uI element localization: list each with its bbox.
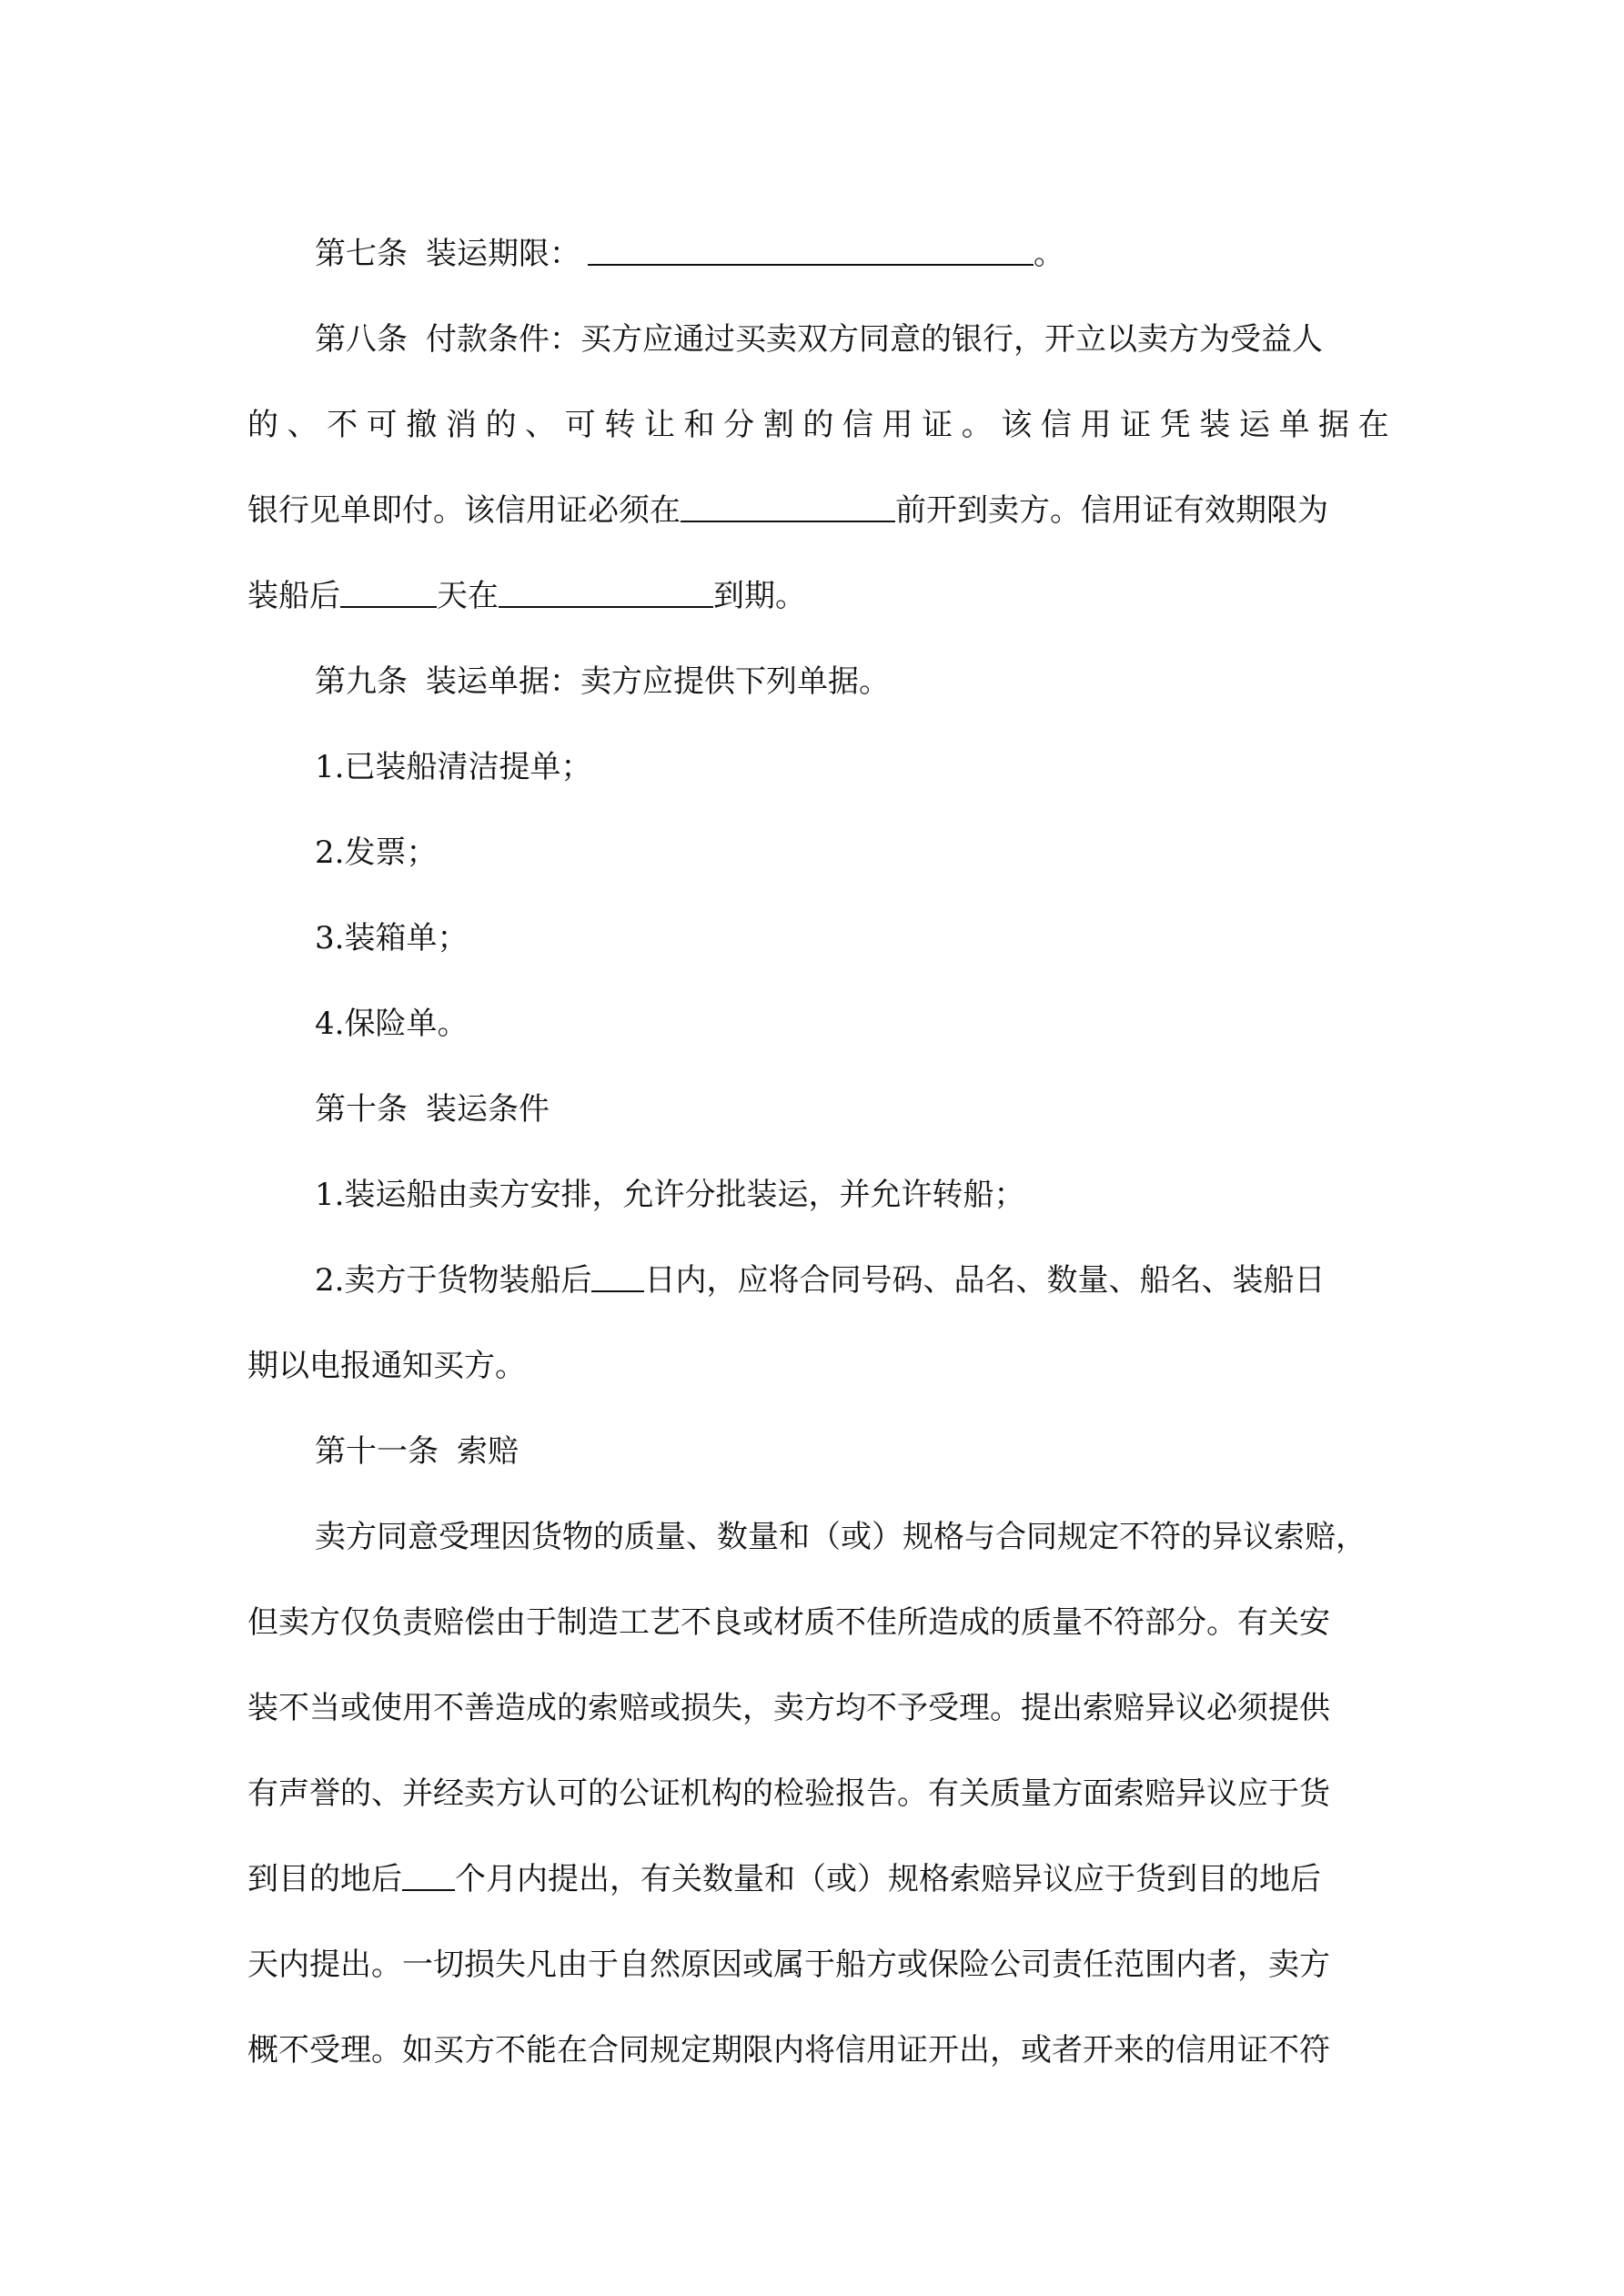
- justified-char: 。: [961, 407, 993, 443]
- justified-char: 单: [1278, 407, 1310, 443]
- document-list-item: 1.已装船清洁提单；: [315, 749, 592, 785]
- claims-paragraph-line: 装不当或使用不善造成的索赔或损失，卖方均不予受理。提出索赔异议必须提供: [247, 1690, 1330, 1726]
- credit-open-date-blank[interactable]: [681, 493, 895, 522]
- notify-days-blank[interactable]: [591, 1263, 644, 1292]
- document-list-item: 3.装箱单；: [315, 920, 469, 956]
- justified-char: 分: [723, 407, 755, 443]
- justified-char: 可: [366, 407, 398, 443]
- article-8-payment-line-3: 银行见单即付。该信用证必须在 前开到卖方。信用证有效期限为: [247, 492, 1328, 529]
- justified-char: 用: [1080, 407, 1112, 443]
- justified-char: 撤: [406, 407, 438, 443]
- justified-char: 装: [1199, 407, 1231, 443]
- claims-paragraph-line: 概不受理。如买方不能在合同规定期限内将信用证开出，或者开来的信用证不符: [247, 2032, 1330, 2068]
- document-body: [247, 211, 1389, 2093]
- shipment-term-item-2-cont: 期以电报通知买方。: [247, 1348, 526, 1384]
- claims-paragraph-line: 天内提出。一切损失凡由于自然原因或属于船方或保险公司责任范围内者，卖方: [247, 1947, 1330, 1983]
- credit-expiry-place-blank[interactable]: [499, 579, 713, 608]
- article-8-payment-line-2: [247, 382, 1389, 468]
- justified-char: 据: [1318, 407, 1350, 443]
- justified-char: 的: [802, 407, 834, 443]
- justified-char: 、: [287, 407, 318, 443]
- article-7-label: 装运期限：: [426, 236, 580, 272]
- justified-char: 信: [1040, 407, 1072, 443]
- justified-char: 运: [1238, 407, 1270, 443]
- credit-validity-days-blank[interactable]: [340, 579, 437, 608]
- justified-char: 转: [604, 407, 636, 443]
- article-7-shipment-period: 第七条 装运期限： 。: [315, 236, 1064, 272]
- justified-char: 不: [327, 407, 358, 443]
- claims-paragraph-line: 到目的地后 个月内提出，有关数量和（或）规格索赔异议应于货到目的地后: [247, 1861, 1321, 1897]
- document-list-item: 4.保险单。: [315, 1006, 469, 1042]
- claims-paragraph-line: 但卖方仅负责赔偿由于制造工艺不良或材质不佳所造成的质量不符部分。有关安: [247, 1604, 1330, 1641]
- justified-char: 割: [762, 407, 794, 443]
- justified-char: 用: [882, 407, 913, 443]
- article-9-shipping-documents: 第九条 装运单据：卖方应提供下列单据。: [315, 663, 890, 700]
- justified-char: 的: [485, 407, 517, 443]
- justified-char: 、: [525, 407, 557, 443]
- shipment-period-blank[interactable]: [588, 237, 1034, 266]
- claims-paragraph-line: 有声誉的、并经卖方认可的公证机构的检验报告。有关质量方面索赔异议应于货: [247, 1775, 1330, 1812]
- shipment-term-item-1: 1.装运船由卖方安排，允许分批装运，并允许转船；: [315, 1177, 1025, 1213]
- article-11-number: 第十一条: [315, 1433, 439, 1470]
- justified-char: 消: [445, 407, 477, 443]
- quality-claim-months-blank[interactable]: [402, 1862, 455, 1891]
- claims-paragraph-line: 卖方同意受理因货物的质量、数量和（或）规格与合同规定不符的异议索赔，: [315, 1519, 1367, 1555]
- justified-char: 证: [922, 407, 953, 443]
- document-list-item: 2.发票；: [315, 834, 438, 871]
- justified-char: 凭: [1159, 407, 1191, 443]
- justified-char: 该: [1001, 407, 1033, 443]
- article-8-payment-line-4: 装船后 天在 到期。: [247, 578, 806, 614]
- article-9-number: 第九条: [315, 663, 408, 700]
- article-10-shipment-terms: 第十条 装运条件: [315, 1091, 550, 1128]
- article-7-number: 第七条: [315, 236, 408, 272]
- justified-char: 的: [247, 407, 278, 443]
- justified-char: 和: [683, 407, 715, 443]
- article-8-payment-line-1: 第八条 付款条件：买方应通过买卖双方同意的银行，开立以卖方为受益人: [315, 321, 1323, 358]
- justified-char: 在: [1357, 407, 1389, 443]
- justified-char: 可: [564, 407, 596, 443]
- justified-char: 让: [643, 407, 675, 443]
- article-10-number: 第十条: [315, 1091, 408, 1128]
- justified-char: 证: [1120, 407, 1152, 443]
- shipment-term-item-2: 2.卖方于货物装船后 日内，应将合同号码、品名、数量、船名、装船日: [315, 1262, 1326, 1299]
- article-11-claims: 第十一条 索赔: [315, 1433, 519, 1470]
- article-8-number: 第八条: [315, 321, 408, 358]
- justified-char: 信: [842, 407, 873, 443]
